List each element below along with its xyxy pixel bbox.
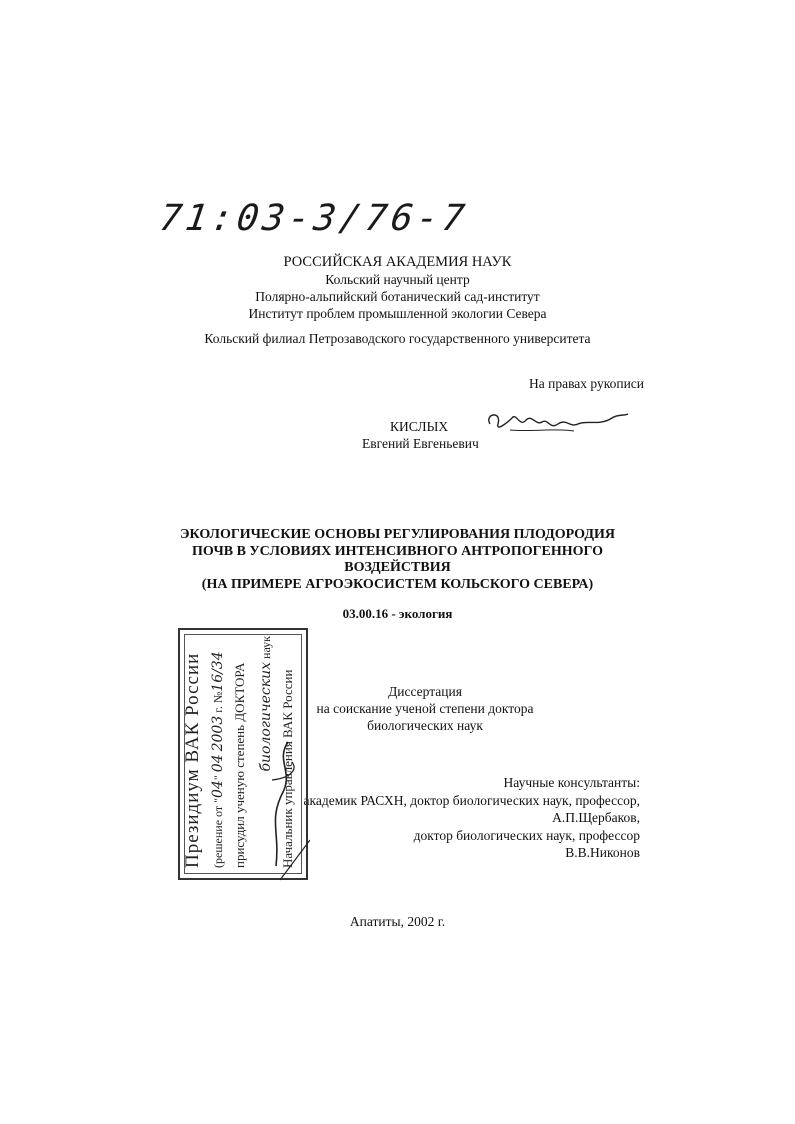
org-institute: Институт проблем промышленной экологии Севера: [248, 306, 547, 321]
title-line-3: ВОЗДЕЙСТВИЯ: [344, 560, 451, 575]
org-academy: РОССИЙСКАЯ АКАДЕМИЯ НАУК: [283, 254, 512, 270]
title-line-2: ПОЧВ В УСЛОВИЯХ ИНТЕНСИВНОГО АНТРОПОГЕННОГО: [192, 543, 603, 559]
stamp-decision-quote: ": [211, 775, 225, 781]
title-line-1: ЭКОЛОГИЧЕСКИЕ ОСНОВЫ РЕГУЛИРОВАНИЯ ПЛОДОРОДИЯ: [180, 527, 615, 542]
consultants-block: [304, 774, 640, 862]
consultant-1-title: академик РАСХН, доктор биологических наук, профессор,: [303, 792, 640, 808]
stamp-decision-no-label: г. №: [211, 691, 225, 713]
author-block: [362, 418, 479, 452]
stamp-signature: [180, 630, 310, 882]
organization-block: [0, 254, 795, 322]
stamp-decision-prefix: (решение от ": [211, 797, 225, 868]
stamp-line-5: Начальник управления ВАК России: [280, 669, 295, 868]
stamp-line-3: присудил ученую степень ДОКТОРА: [232, 662, 247, 868]
stamp-decision-day: 04: [210, 780, 226, 798]
consultants-heading: Научные консультанты:: [503, 775, 640, 790]
stamp-line-1: Президиум ВАК России: [182, 652, 203, 868]
degree-line-2: на соискание ученой степени доктора: [316, 701, 534, 716]
stamp-decision-no: 16/34: [210, 651, 226, 692]
org-center: Кольский научный центр: [325, 272, 470, 287]
consultant-2-title: доктор биологических наук, профессор: [413, 827, 640, 843]
title-line-4: (НА ПРИМЕРЕ АГРОЭКОСИСТЕМ КОЛЬСКОГО СЕВЕРА): [201, 576, 594, 592]
specialty-code: 03.00.16 - экология: [342, 606, 453, 621]
consultant-2-name: В.В.Никонов: [565, 845, 640, 860]
manuscript-rights: На правах рукописи: [529, 376, 645, 391]
consultant-1-name: А.П.Щербаков,: [552, 810, 640, 825]
stamp-decision-year: 2003: [210, 715, 226, 752]
catalog-number: 71:03-3/76-7: [157, 198, 471, 239]
degree-line-3: биологических наук: [367, 718, 483, 733]
degree-line-1: Диссертация: [388, 684, 462, 699]
dissertation-title: [0, 527, 795, 593]
university-filial: Кольский филиал Петрозаводского государственного университета: [204, 331, 591, 346]
stamp-decision-month: 04: [210, 754, 226, 773]
city-year: Апатиты, 2002 г.: [349, 914, 446, 929]
author-name: Евгений Евгеньевич: [362, 436, 479, 451]
author-surname: КИСЛЫХ: [390, 419, 449, 434]
stamp-degree-suffix: наук: [259, 636, 273, 659]
org-garden: Полярно-альпийский ботанический сад-институт: [255, 289, 540, 304]
vak-stamp: [178, 628, 308, 880]
degree-block: [300, 683, 550, 734]
stamp-degree-field: биологических: [258, 661, 274, 772]
author-signature: [482, 402, 632, 442]
